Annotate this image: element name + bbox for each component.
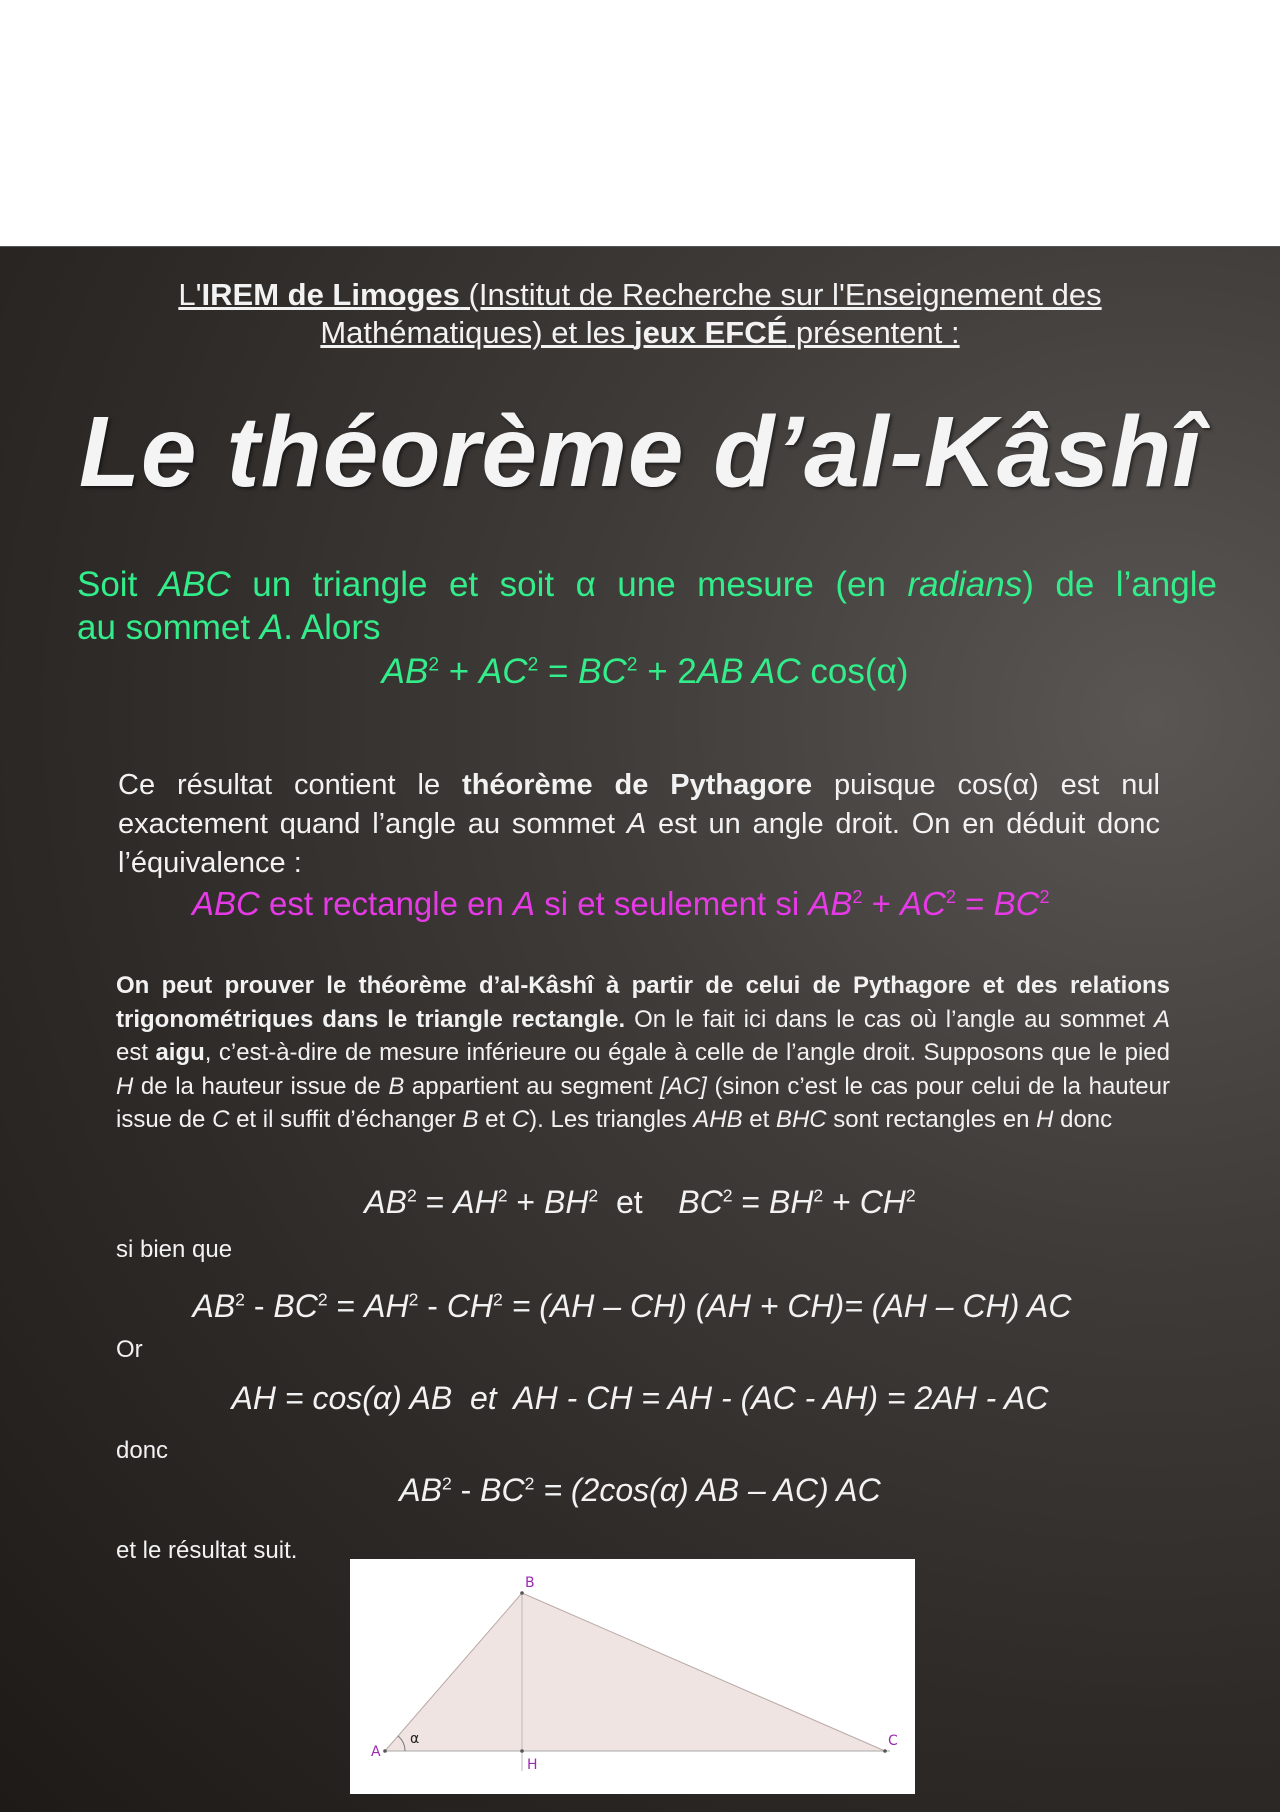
triangle-diagram — [350, 1559, 915, 1794]
equivalence-statement: ABC est rectangle en A si et seulement si $AB^2 + AC^2 = BC^2$ — [192, 885, 1050, 922]
header-line: L'IREM de Limoges (Institut de Recherche sur l'Enseignement des Mathématiques) et les jeux EFCÉ présentent : — [178, 277, 1102, 350]
main-formula: $AB^2 + AC^2 = BC^2 + 2AB$ AC cos(α) — [381, 652, 909, 691]
label-c: C — [888, 1733, 898, 1749]
label-or: Or — [116, 1336, 143, 1363]
page-title: Le théorème d’al-Kâshî — [78, 396, 1202, 508]
triangle-abc — [385, 1593, 885, 1751]
equation-difference: $AB^2 - BC^2 = AH^2 - CH^2 = (AH - CH) (AH + CH)= (AH - CH)$ AC — [192, 1288, 1072, 1324]
triangle-figure — [350, 1559, 915, 1794]
label-alpha: α — [410, 1731, 420, 1747]
label-si-bien-que: si bien que — [116, 1236, 233, 1263]
point-b — [520, 1591, 524, 1595]
equation-pythagoras-pair: $AB^2 = AH^2 + BH^2$ et $BC^2 = BH^2 + CH^2$ — [364, 1184, 916, 1220]
theorem-statement: Soit ABC un triangle et soit α une mesure (en radians) de l’angle au sommet A. Alors — [77, 565, 1217, 647]
label-b: B — [525, 1575, 535, 1591]
equation-cosine: AH = cos(α) AB et AH - CH = AH - (AC - AH) = 2AH - AC — [231, 1380, 1049, 1416]
label-a: A — [371, 1744, 381, 1760]
point-c — [883, 1749, 887, 1753]
proof-paragraph: On peut prouver le théorème d’al-Kâshî à partir de celui de Pythagore et des relations trigonométriques dans le triangle rectangle. On le fait ici dans le cas où l’angle au sommet A est aigu, c’est-à-dire de mesure inférieure ou égale à celle de l’angle droit. Supposons que le pied H de la hauteur issue de B appartient au segment [AC] (sinon c’est le cas pour celui de la hauteur issue de C et il suffit d’échanger B et C). Les triangles AHB et BHC sont rectangles en H donc — [116, 972, 1170, 1133]
point-h — [520, 1749, 524, 1753]
label-h: H — [527, 1757, 538, 1773]
pythagoras-paragraph: Ce résultat contient le théorème de Pythagore puisque cos(α) est nul exactement quand l’angle au sommet A est un angle droit. On en déduit donc l’équivalence : — [118, 769, 1160, 879]
label-resultat-suit: et le résultat suit. — [116, 1537, 298, 1564]
label-donc: donc — [116, 1437, 169, 1464]
equation-result: $AB^2 - BC^2 = (2\cos(\alpha)$ AB – AC) AC — [399, 1472, 881, 1508]
point-a — [383, 1749, 387, 1753]
